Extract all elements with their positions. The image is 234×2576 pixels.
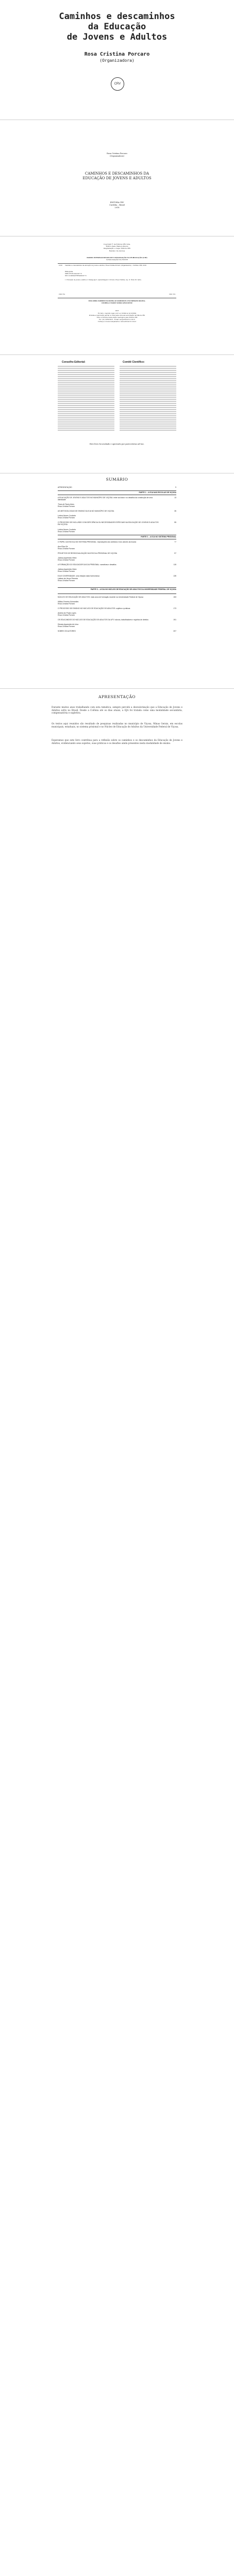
publisher-contact: Tel.: (41) 3039-6418 – E-mail: sac@editoracrv.com.br [99, 319, 135, 320]
design-credit: Diagramação e Capa: Editora CRV [103, 247, 131, 250]
review-credit: Revisão: Os Autores [109, 249, 125, 252]
digital-notice: ESTA OBRA TAMBÉM ENCONTRA-SE DISPONÍVEL EM FORMATO DIGITAL. [88, 300, 146, 302]
editorial-council-title: Conselho Editorial: [62, 361, 86, 364]
toc-author: Renata Aparecida de Lima [58, 623, 79, 625]
editor-chief: Editor-chefe: Railson Moura [106, 245, 128, 248]
toc-author: Rosa Cristina Porcaro [58, 531, 75, 533]
catalog-ref-text: Caminhos e descaminhos da educação de jovens e adultos / Rosa Cristina Porcaro (Organizadora) – Curitiba: CRV, 2018. [65, 265, 147, 266]
toc-entry[interactable]: SOBRE OS AUTORES 207 [58, 630, 176, 632]
toc-page-number: 191 [173, 619, 176, 621]
toc-author: Rosa Cristina Porcaro [58, 570, 75, 572]
toc-title: SUMÁRIO [106, 477, 128, 482]
councils-page [0, 357, 234, 472]
catalog-isbn: ISBN 978-85-444-2417-6 [65, 273, 82, 275]
presentation-paragraph: Esperamos que este livro contribua para a reflexão sobre os caminhos e os descaminhos da Educação de Jovens e Adultos, evidenciando seus sujeitos, suas práticas e os desafios ainda presentes nesta modalidade de ensino. [52, 739, 182, 744]
toc-part-heading: PARTE 3 – A EJA NO NÚCLEO DE EDUCAÇÃO DE ADULTOS DA UNIVERSIDADE FEDERAL DE VIÇOSA [90, 588, 176, 590]
editorial-council-list [58, 366, 114, 432]
cover-role: (Organizadora) [99, 58, 135, 63]
toc-author: Juliana Aparecida Vieira [58, 568, 77, 570]
cover-page [0, 0, 234, 116]
catalog-subjects: 1. Educação de jovens e adultos 2. Pedagogia 3. Aprendizagem I. Porcaro, Rosa Cristina. org. II. Título III. Série. [65, 279, 142, 281]
toc-author: Willian Ferreira Guimarães [58, 601, 79, 603]
rights-notice: Todos os direitos desta edição reservados pela: Editora CRV [96, 317, 138, 318]
publisher-site: Conheça os nossos lançamentos: www.editoracrv.com.br [97, 321, 137, 323]
cover-author: Rosa Cristina Porcaro [84, 52, 150, 57]
page-separator [0, 688, 234, 689]
title-page [0, 122, 234, 235]
colophon-page [0, 238, 234, 354]
toc-part-heading: PARTE 2 – A EJA NO SISTEMA PRISIONAL [141, 536, 176, 538]
app-notice: CONHEÇA E BAIXE NOSSO APLICATIVO! [101, 302, 133, 304]
page-separator [0, 354, 234, 355]
toc-entry[interactable]: NÚCLEO DE EDUCAÇÃO DE ADULTOS: mais anos de formação docente na Universidade Federal de Viçosa [58, 596, 143, 598]
title-page-title-line-1: CAMINHOS E DESCAMINHOS DA [85, 172, 149, 176]
title-page-role: (Organizadora) [110, 155, 124, 157]
catalog-cdu: CDU 374 [169, 294, 175, 295]
toc-entry[interactable]: O PAPEL DA ESCOLA NO SISTEMA PRISIONAL: reproduções dos sentidos e dos valores da escola [58, 541, 137, 543]
cover-title-line-2: da Educação [88, 22, 146, 32]
publisher-logo: CRV [111, 77, 124, 91]
toc-author: Lidiane de Jesus Pimenta [58, 578, 78, 580]
scientific-committee-title: Comitê Científico: [123, 361, 145, 364]
peer-review-notice: Este livro foi avaliado e aprovado por pareceristas ad hoc. [89, 443, 145, 445]
toc-author: Rosa Cristina Porcaro [58, 517, 75, 519]
scientific-committee-list [120, 366, 176, 432]
toc-page-number: 35 [174, 510, 176, 512]
toc-author: Letícia Nunes Coutinho [58, 515, 76, 517]
toc-author: Ana Elisa Sá [58, 546, 68, 548]
cover-title-line-1: Caminhos e descaminhos [59, 11, 175, 22]
toc-entry[interactable]: APRESENTAÇÃO 9 [58, 486, 176, 488]
presentation-paragraph: Durante muitos anos trabalhando com esta temática, sempre percebi a desvalorização que a Educação de Jovens e Adultos sofre no Brasil. Desde a Colônia até os dias atuais, a EJA foi tratada como uma modalidade secundária, compensatória e supletiva. [52, 706, 182, 715]
toc-author: Rosa Cristina Porcaro [58, 603, 75, 605]
toc-author: Rosa Cristina Porcaro [58, 505, 75, 507]
presentation-title: APRESENTAÇÃO [98, 694, 136, 699]
toc-author: Juliana Aparecida Vieira [58, 557, 77, 559]
toc-page-number: 173 [173, 607, 176, 609]
toc-author: Andrea do Prado Lopes [58, 612, 76, 614]
toc-part-heading: PARTE 1 – A EJA NAS ESCOLAS DE VIÇOSA [139, 492, 176, 494]
toc-page [0, 475, 234, 686]
catalog-title: DADOS INTERNACIONAIS DE CATALOGAÇÃO NA PUBLICAÇÃO (CIP) [87, 257, 147, 259]
catalog-box [58, 263, 176, 298]
toc-page-number: 153 [173, 596, 176, 598]
toc-author: Rosa Cristina Porcaro [58, 559, 75, 561]
toc-author: Thaís de Paula Alves [58, 503, 74, 505]
title-page-author: Rosa Cristina Porcaro [107, 152, 127, 155]
toc-entry[interactable]: A EDUCAÇÃO DE JOVENS E ADULTOS NO MUNICÍPIO DE VIÇOSA: entre as lutas e os desafios da construção de uma identidade [58, 497, 153, 501]
presentation-paragraph: Os textos aqui reunidos são resultado de pesquisas realizadas no município de Viçosa, Minas Gerais, em escolas municipais, estaduais, no sistema prisional e no Núcleo de Educação de Adultos da Universidade Federal de Viçosa. [52, 722, 182, 728]
toc-entry[interactable]: EJA E DIVERSIDADE: uma relação nada harmoniosa [58, 575, 99, 577]
catalog-cdd: CDD 374 [59, 294, 65, 295]
title-page-title-line-2: EDUCAÇÃO DE JOVENS E ADULTOS [82, 176, 152, 180]
cover-title [0, 11, 234, 42]
toc-page-number: 13 [174, 497, 176, 499]
legal-deposit: Foi feito o depósito legal conf. Lei 10.994 de 14/12/2004 [97, 313, 137, 314]
toc-page-number: 115 [173, 564, 176, 566]
reproduction-notice: Proibida a reprodução parcial ou total desta obra sem autorização da Editora CRV [89, 315, 145, 316]
toc-entry[interactable]: A FORMAÇÃO DO EDUCADOR DA EJA PRISIONAL: narrativas e desafios [58, 564, 116, 566]
toc-page-number: 97 [174, 552, 176, 554]
toc-page-number: 77 [174, 541, 176, 543]
toc-author: Letícia Nunes Coutinho [58, 529, 76, 531]
catalog-doi: DOI 10.24824/978854442417.6 [65, 275, 87, 277]
presentation-page [0, 690, 234, 2576]
toc-entry[interactable]: OS EDUCANDOS DO NÚCLEO DE EDUCAÇÃO DE ADULTOS DA UFV: alunos, trabalhadores e sujeitos de direitos [58, 619, 148, 621]
colophon-credits [0, 243, 234, 252]
toc-entry[interactable]: PROJETOS DE RESSOCIALIZAÇÃO DA ESCOLA PRISIONAL DE VIÇOSA [58, 552, 118, 554]
title-page-year: 2018 [114, 207, 120, 209]
toc-page-number: 135 [173, 575, 176, 577]
toc-entry[interactable]: O PROCESSO DE INCLUSÃO COM DEFICIÊNCIA OU NECESSIDADES ESPECIAIS NA EDUCAÇÃO DE JOVENS E ADULTOS EM VIÇOSA [58, 521, 159, 526]
catalog-bibliography: Bibliografia [65, 271, 73, 273]
colophon-year: 2018 [115, 310, 119, 312]
catalog-subtitle: CATALOGAÇÃO NA FONTE [106, 259, 128, 261]
title-page-publisher: EDITORA CRV [110, 201, 124, 204]
toc-author: Rosa Cristina Porcaro [58, 580, 75, 582]
toc-author: Rosa Cristina Porcaro [58, 625, 75, 628]
toc-author: Rosa Cristina Porcaro [58, 548, 75, 550]
toc-entry[interactable]: O PROCESSO DE ENSINO NO NÚCLEO DE EDUCAÇÃO DE ADULTOS: sujeitos e práticas [58, 607, 130, 609]
cover-title-line-3: de Jovens e Adultos [66, 32, 168, 42]
title-page-title [0, 172, 234, 180]
toc-page-number: 55 [174, 521, 176, 523]
copyright: Copyright © da Editora CRV Ltda. [103, 243, 131, 245]
catalog-ref-code: C183 [59, 265, 62, 266]
toc-author: Rosa Cristina Porcaro [58, 614, 75, 616]
title-page-city: Curitiba – Brasil [109, 204, 125, 206]
toc-entry[interactable]: AS METODOLOGIAS DE ENSINO DA EJA NO MUNICÍPIO DE VIÇOSA [58, 510, 114, 512]
